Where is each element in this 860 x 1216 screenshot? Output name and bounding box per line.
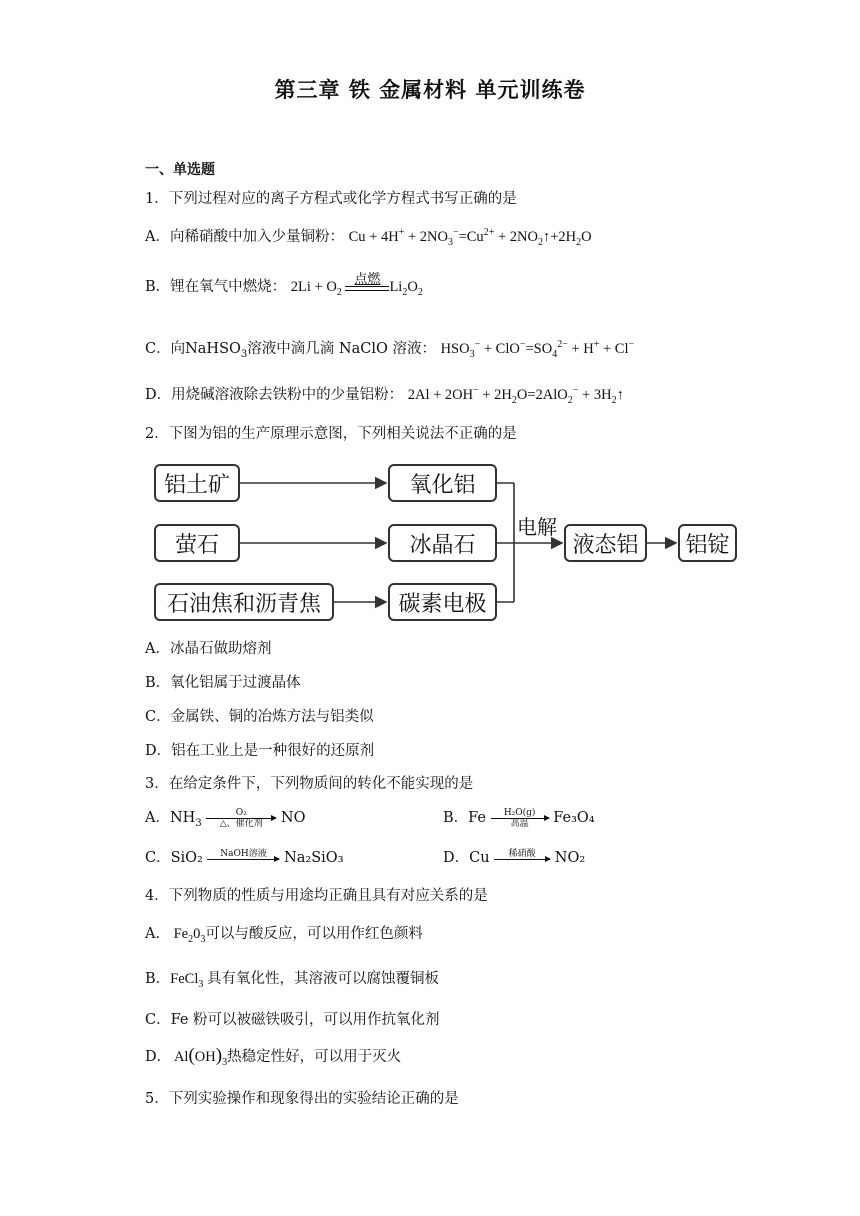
q3-option-c bbox=[145, 846, 344, 867]
box-petroleum-coke: 石油焦和沥青焦 bbox=[154, 583, 334, 621]
q1-d-label: D．用烧碱溶液除去铁粉中的少量铝粉： bbox=[145, 387, 404, 403]
q1-b-label: B．锂在氧气中燃烧： bbox=[145, 279, 287, 295]
q3-c-product: Na₂SiO₃ bbox=[284, 850, 344, 866]
q3-a-arrow bbox=[206, 808, 276, 829]
box-alumina: 氧化铝 bbox=[388, 464, 497, 502]
q4-b-formula: FeCl$_3$ bbox=[170, 971, 204, 990]
q3-b-under: 高温 bbox=[510, 818, 529, 829]
q2-option-c: C．金属铁、铜的冶炼方法与铝类似 bbox=[145, 709, 374, 725]
q3-a-under: △、催化剂 bbox=[219, 818, 263, 829]
q2-option-d: D．铝在工业上是一种很好的还原剂 bbox=[145, 743, 375, 759]
q3-c-label: C．SiO₂ bbox=[145, 850, 203, 866]
q3-b-product: Fe₃O₄ bbox=[553, 810, 595, 826]
q3-option-a: A．$NH_3$ O₂ △、催化剂 NO bbox=[145, 807, 306, 829]
q1-option-c: C．向NaHSO$_3$溶液中滴几滴 NaClO 溶液： $HSO_3^- + ClO^-=SO_4^{2-} + H^+ + Cl^-$ bbox=[145, 339, 635, 360]
q3-b-arrow bbox=[491, 808, 549, 829]
q3-b-over: H₂O(g) bbox=[503, 807, 536, 818]
q3-d-label: D．Cu bbox=[443, 850, 490, 866]
q5-stem: 5．下列实验操作和现象得出的实验结论正确的是 bbox=[145, 1091, 459, 1107]
q3-a-label: A．NH bbox=[145, 810, 196, 826]
box-bauxite: 铝土矿 bbox=[154, 464, 240, 502]
q3-b-label: B．Fe bbox=[443, 810, 487, 826]
q1-c-equation: $HSO_3^- + ClO^-=SO_4^{2-} + H^+ + Cl^-$ bbox=[440, 339, 635, 360]
q1-c-label: C．向NaHSO bbox=[145, 341, 241, 357]
q4-option-c: C．Fe 粉可以被磁铁吸引，可以用作抗氧化剂 bbox=[145, 1012, 440, 1028]
q4-stem: 4．下列物质的性质与用途均正确且具有对应关系的是 bbox=[145, 888, 488, 904]
q4-a-text: 可以与酸反应，可以用作红色颜料 bbox=[205, 926, 423, 942]
section-heading: 一、单选题 bbox=[145, 162, 215, 178]
q4-a-formula: $Fe_20_3$ bbox=[169, 926, 206, 945]
q4-option-a: A． $Fe_20_3$可以与酸反应，可以用作红色颜料 bbox=[145, 926, 423, 945]
q3-stem: 3．在给定条件下，下列物质间的转化不能实现的是 bbox=[145, 776, 474, 792]
q4-option-d: D． $Al(OH)_3$热稳定性好，可以用于灭火 bbox=[145, 1045, 402, 1068]
q1-d-equation: $2Al + 2OH^- + 2H_2O=2AlO_2^-$ + $3H_2↑$ bbox=[407, 385, 624, 406]
page-title: 第三章 铁 金属材料 单元训练卷 bbox=[274, 77, 586, 102]
q2-option-b: B．氧化铝属于过渡晶体 bbox=[145, 675, 301, 691]
q3-option-d bbox=[443, 846, 585, 867]
q3-a-over: O₂ bbox=[235, 807, 247, 818]
q1-a-equation: $Cu + 4H^+ + 2NO_3^-=Cu^{2+}$ + $2NO_2↑+2H_2O$ bbox=[348, 227, 592, 248]
q1-a-label: A．向稀硝酸中加入少量铜粉： bbox=[145, 229, 344, 245]
q3-d-over: 稀硝酸 bbox=[508, 848, 536, 859]
q3-option-b bbox=[443, 806, 595, 829]
q3-c-arrow bbox=[207, 849, 279, 860]
q4-b-text: 具有氧化性，其溶液可以腐蚀覆铜板 bbox=[206, 971, 439, 987]
q4-d-text: 热稳定性好，可以用于灭火 bbox=[227, 1049, 402, 1065]
box-carbon-electrode: 碳素电极 bbox=[388, 583, 497, 621]
q1-b-equation: $2Li + O_2$ 点燃 $Li_2O_2$ bbox=[290, 271, 423, 298]
q2-stem: 2．下图为铝的生产原理示意图，下列相关说法不正确的是 bbox=[145, 426, 517, 442]
q3-d-product: NO₂ bbox=[554, 850, 586, 866]
q1-c-label2: 溶液中滴几滴 NaClO 溶液： bbox=[247, 341, 436, 357]
label-electrolysis: 电解 bbox=[517, 515, 557, 539]
box-cryolite: 冰晶石 bbox=[388, 524, 497, 562]
q3-a-product: NO bbox=[280, 810, 306, 826]
q2-option-a: A．冰晶石做助熔剂 bbox=[145, 641, 272, 657]
q4-d-formula: $Al(OH)_3$ bbox=[171, 1045, 228, 1068]
box-liquid-aluminum: 液态铝 bbox=[564, 524, 647, 562]
box-aluminum-ingot: 铝锭 bbox=[678, 524, 737, 562]
q1-stem: 1．下列过程对应的离子方程式或化学方程式书写正确的是 bbox=[145, 191, 517, 207]
q1-b-condition: 点燃 bbox=[354, 271, 381, 287]
q4-option-b: B．FeCl$_3$ 具有氧化性，其溶液可以腐蚀覆铜板 bbox=[145, 971, 439, 990]
q3-c-over: NaOH溶液 bbox=[220, 848, 267, 859]
q3-d-arrow bbox=[494, 849, 550, 860]
box-fluorite: 萤石 bbox=[154, 524, 240, 562]
